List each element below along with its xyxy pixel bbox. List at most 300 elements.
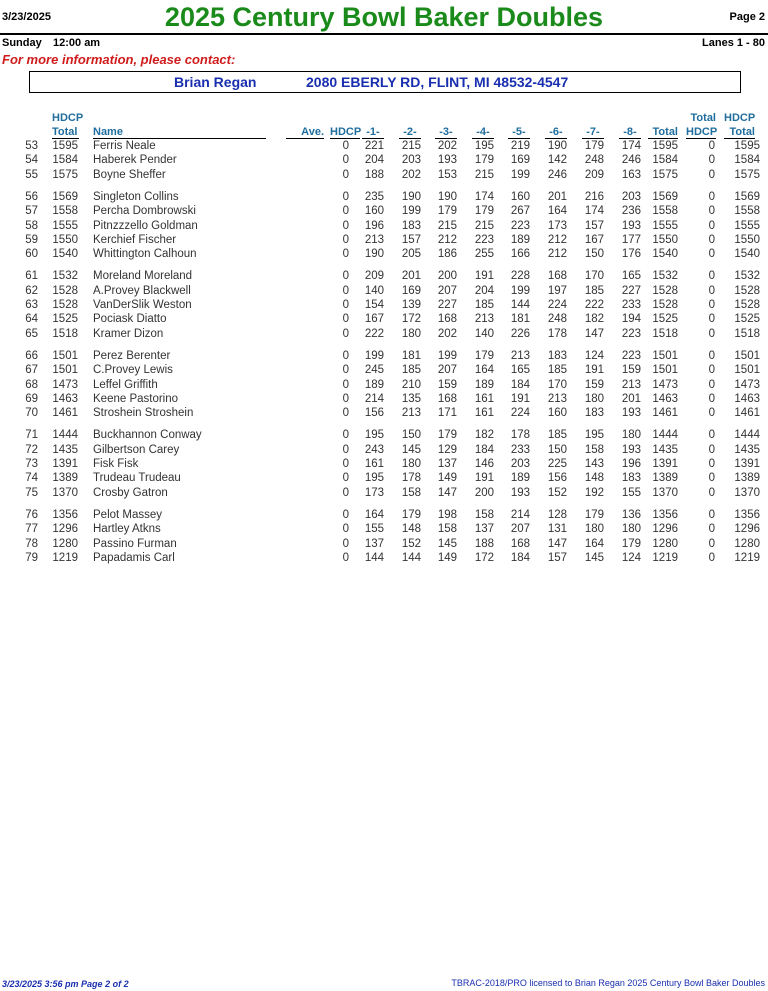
table-row	[0, 407, 768, 421]
hdcp-total-cell: 1555	[52, 219, 78, 232]
game-7-cell: 143	[584, 458, 604, 470]
game-2-cell: 158	[401, 486, 421, 499]
col-hdcp-top: HDCP	[52, 112, 84, 124]
game-6-cell: 213	[547, 392, 567, 405]
game-2-cell: 172	[401, 313, 421, 326]
game-6-cell: 197	[547, 284, 567, 297]
game-3-cell: 149	[437, 472, 457, 485]
hdcp-cell: 0	[342, 313, 349, 326]
total-cell: 1525	[652, 313, 678, 326]
game-6-cell: 185	[547, 364, 567, 377]
game-6-cell: 225	[547, 458, 567, 470]
game-1-cell: 222	[364, 327, 384, 340]
position-cell: 63	[25, 299, 38, 311]
hdcp-cell: 0	[342, 443, 349, 456]
position-cell: 62	[25, 284, 38, 297]
final-total-cell: 1528	[734, 284, 760, 297]
total-cell: 1540	[652, 248, 678, 261]
total-hdcp-cell: 0	[708, 299, 715, 311]
game-8-cell: 196	[621, 458, 641, 470]
total-hdcp-cell: 0	[708, 205, 715, 218]
game-5-cell: 213	[510, 349, 530, 362]
game-5-cell: 207	[510, 523, 530, 536]
final-total-cell: 1584	[734, 154, 760, 167]
game-1-cell: 221	[364, 140, 384, 152]
game-8-cell: 236	[621, 205, 641, 218]
game-3-cell: 168	[437, 392, 457, 405]
game-2-cell: 183	[401, 219, 421, 232]
col-hdcp-total: Total	[52, 126, 78, 138]
table-row	[0, 140, 768, 154]
game-3-cell: 193	[437, 154, 457, 167]
total-cell: 1461	[652, 407, 678, 420]
hdcp-total-cell: 1518	[52, 327, 78, 340]
game-8-cell: 155	[621, 486, 641, 499]
game-2-cell: 202	[401, 168, 421, 181]
game-5-cell: 199	[510, 284, 530, 297]
bowler-name-cell: Leffel Griffith	[93, 378, 158, 391]
total-hdcp-cell: 0	[708, 313, 715, 326]
game-5-cell: 233	[510, 443, 530, 456]
hdcp-total-cell: 1532	[52, 270, 78, 283]
table-row	[0, 509, 768, 523]
total-hdcp-cell: 0	[708, 551, 715, 564]
total-cell: 1444	[652, 429, 678, 442]
game-6-cell: 131	[547, 523, 567, 536]
game-5-cell: 267	[510, 205, 530, 218]
position-cell: 59	[25, 233, 38, 246]
game-5-cell: 189	[510, 233, 530, 246]
bowler-name-cell: C.Provey Lewis	[93, 364, 173, 377]
hdcp-total-cell: 1528	[52, 299, 78, 311]
game-5-cell: 219	[510, 140, 530, 152]
bowler-name-cell: Fisk Fisk	[93, 458, 139, 470]
bowler-name-cell: Ferris Neale	[93, 140, 156, 152]
game-8-cell: 180	[621, 523, 641, 536]
bowler-name-cell: Pelot Massey	[93, 508, 163, 521]
hdcp-total-cell: 1528	[52, 284, 78, 297]
total-cell: 1391	[652, 458, 678, 470]
total-cell: 1501	[652, 349, 678, 362]
game-2-cell: 148	[401, 523, 421, 536]
game-7-cell: 185	[584, 284, 604, 297]
game-5-cell: 203	[510, 458, 530, 470]
event-time: 12:00 am	[53, 37, 101, 49]
game-5-cell: 223	[510, 219, 530, 232]
total-cell: 1463	[652, 392, 678, 405]
final-total-cell: 1569	[734, 190, 760, 203]
total-cell: 1219	[652, 551, 678, 564]
total-cell: 1550	[652, 233, 678, 246]
position-cell: 76	[25, 508, 38, 521]
game-7-cell: 180	[584, 523, 604, 536]
total-hdcp-cell: 0	[708, 378, 715, 391]
game-2-cell: 185	[401, 364, 421, 377]
game-4-cell: 179	[474, 154, 494, 167]
report-title: 2025 Century Bowl Baker Doubles	[164, 2, 604, 32]
col-game-1: -1-	[362, 126, 384, 139]
total-hdcp-cell: 0	[708, 429, 715, 442]
game-4-cell: 185	[474, 299, 494, 311]
game-6-cell: 164	[547, 205, 567, 218]
hdcp-cell: 0	[342, 233, 349, 246]
table-row	[0, 393, 768, 407]
total-hdcp-cell: 0	[708, 327, 715, 340]
game-1-cell: 155	[364, 523, 384, 536]
game-4-cell: 174	[474, 190, 494, 203]
hdcp-total-cell: 1595	[52, 140, 78, 152]
position-cell: 61	[25, 270, 38, 283]
hdcp-total-cell: 1501	[52, 364, 78, 377]
game-7-cell: 164	[584, 537, 604, 550]
game-3-cell: 227	[437, 299, 457, 311]
bowler-name-cell: Crosby Gatron	[93, 486, 168, 499]
game-1-cell: 188	[364, 168, 384, 181]
final-total-cell: 1356	[734, 508, 760, 521]
game-5-cell: 228	[510, 270, 530, 283]
game-1-cell: 190	[364, 248, 384, 261]
table-row	[0, 523, 768, 537]
game-8-cell: 183	[621, 472, 641, 485]
hdcp-total-cell: 1540	[52, 248, 78, 261]
final-total-cell: 1370	[734, 486, 760, 499]
game-5-cell: 178	[510, 429, 530, 442]
total-hdcp-cell: 0	[708, 270, 715, 283]
game-4-cell: 161	[474, 392, 494, 405]
game-4-cell: 179	[474, 349, 494, 362]
game-5-cell: 184	[510, 378, 530, 391]
game-4-cell: 191	[474, 472, 494, 485]
game-8-cell: 163	[621, 168, 641, 181]
total-cell: 1280	[652, 537, 678, 550]
total-hdcp-cell: 0	[708, 168, 715, 181]
game-4-cell: 200	[474, 486, 494, 499]
total-cell: 1528	[652, 299, 678, 311]
game-8-cell: 201	[621, 392, 641, 405]
game-8-cell: 194	[621, 313, 641, 326]
game-8-cell: 174	[621, 140, 641, 152]
col-total-hdcp: HDCP	[686, 126, 718, 138]
game-4-cell: 146	[474, 458, 494, 470]
position-cell: 75	[25, 486, 38, 499]
col-total: Total	[648, 126, 678, 139]
game-3-cell: 171	[437, 407, 457, 420]
col-game-3: -3-	[435, 126, 457, 139]
game-2-cell: 203	[401, 154, 421, 167]
table-row	[0, 444, 768, 458]
hdcp-cell: 0	[342, 219, 349, 232]
game-1-cell: 195	[364, 472, 384, 485]
game-2-cell: 150	[401, 429, 421, 442]
game-3-cell: 202	[437, 140, 457, 152]
total-hdcp-cell: 0	[708, 284, 715, 297]
footer-license: TBRAC-2018/PRO licensed to Brian Regan 2025 Century Bowl Baker Doubles	[451, 978, 765, 988]
game-8-cell: 179	[621, 537, 641, 550]
table-row	[0, 248, 768, 262]
hdcp-cell: 0	[342, 299, 349, 311]
hdcp-total-cell: 1461	[52, 407, 78, 420]
position-cell: 71	[25, 429, 38, 442]
game-6-cell: 147	[547, 537, 567, 550]
report-date: 3/23/2025	[2, 11, 51, 23]
total-hdcp-cell: 0	[708, 190, 715, 203]
game-1-cell: 195	[364, 429, 384, 442]
hdcp-total-cell: 1280	[52, 537, 78, 550]
hdcp-cell: 0	[342, 349, 349, 362]
game-6-cell: 128	[547, 508, 567, 521]
table-row	[0, 299, 768, 313]
total-hdcp-cell: 0	[708, 140, 715, 152]
col-name: Name	[93, 126, 266, 139]
game-8-cell: 165	[621, 270, 641, 283]
game-2-cell: 135	[401, 392, 421, 405]
game-2-cell: 205	[401, 248, 421, 261]
total-hdcp-cell: 0	[708, 219, 715, 232]
game-8-cell: 223	[621, 327, 641, 340]
game-1-cell: 243	[364, 443, 384, 456]
game-2-cell: 213	[401, 407, 421, 420]
total-hdcp-cell: 0	[708, 392, 715, 405]
hdcp-cell: 0	[342, 168, 349, 181]
hdcp-cell: 0	[342, 392, 349, 405]
game-7-cell: 192	[584, 486, 604, 499]
game-3-cell: 186	[437, 248, 457, 261]
game-6-cell: 157	[547, 551, 567, 564]
game-1-cell: 137	[364, 537, 384, 550]
game-8-cell: 193	[621, 407, 641, 420]
hdcp-total-cell: 1391	[52, 458, 78, 470]
game-7-cell: 182	[584, 313, 604, 326]
game-3-cell: 137	[437, 458, 457, 470]
hdcp-cell: 0	[342, 205, 349, 218]
position-cell: 65	[25, 327, 38, 340]
position-cell: 56	[25, 190, 38, 203]
position-cell: 55	[25, 168, 38, 181]
game-6-cell: 168	[547, 270, 567, 283]
table-row	[0, 458, 768, 472]
total-hdcp-cell: 0	[708, 349, 715, 362]
game-5-cell: 169	[510, 154, 530, 167]
game-4-cell: 184	[474, 443, 494, 456]
hdcp-cell: 0	[342, 248, 349, 261]
bowler-name-cell: Gilbertson Carey	[93, 443, 180, 456]
position-cell: 79	[25, 551, 38, 564]
hdcp-total-cell: 1356	[52, 508, 78, 521]
game-8-cell: 193	[621, 443, 641, 456]
total-hdcp-cell: 0	[708, 154, 715, 167]
game-4-cell: 161	[474, 407, 494, 420]
hdcp-cell: 0	[342, 284, 349, 297]
game-1-cell: 161	[364, 458, 384, 470]
contact-name: Brian Regan	[174, 74, 257, 90]
hdcp-total-cell: 1463	[52, 392, 78, 405]
hdcp-total-cell: 1525	[52, 313, 78, 326]
game-3-cell: 200	[437, 270, 457, 283]
game-5-cell: 191	[510, 392, 530, 405]
final-total-cell: 1525	[734, 313, 760, 326]
position-cell: 64	[25, 313, 38, 326]
game-5-cell: 199	[510, 168, 530, 181]
hdcp-cell: 0	[342, 551, 349, 564]
game-3-cell: 168	[437, 313, 457, 326]
hdcp-total-cell: 1501	[52, 349, 78, 362]
bowler-name-cell: Keene Pastorino	[93, 392, 179, 405]
hdcp-cell: 0	[342, 458, 349, 470]
final-total-cell: 1501	[734, 364, 760, 377]
game-4-cell: 191	[474, 270, 494, 283]
bowler-name-cell: VanDerSlik Weston	[93, 299, 192, 311]
bowler-name-cell: Papadamis Carl	[93, 551, 175, 564]
bowler-name-cell: Whittington Calhoun	[93, 248, 197, 261]
position-cell: 54	[25, 154, 38, 167]
game-3-cell: 198	[437, 508, 457, 521]
game-6-cell: 212	[547, 248, 567, 261]
game-7-cell: 180	[584, 392, 604, 405]
bowler-name-cell: Passino Furman	[93, 537, 177, 550]
game-4-cell: 215	[474, 168, 494, 181]
game-5-cell: 224	[510, 407, 530, 420]
game-7-cell: 183	[584, 407, 604, 420]
total-cell: 1569	[652, 190, 678, 203]
game-4-cell: 213	[474, 313, 494, 326]
total-cell: 1575	[652, 168, 678, 181]
game-2-cell: 180	[401, 327, 421, 340]
table-row	[0, 552, 768, 566]
game-7-cell: 248	[584, 154, 604, 167]
hdcp-cell: 0	[342, 327, 349, 340]
game-4-cell: 223	[474, 233, 494, 246]
game-1-cell: 160	[364, 205, 384, 218]
game-6-cell: 152	[547, 486, 567, 499]
footer-timestamp: 3/23/2025 3:56 pm Page 2 of 2	[2, 979, 129, 989]
game-6-cell: 160	[547, 407, 567, 420]
hdcp-total-cell: 1296	[52, 523, 78, 536]
game-3-cell: 179	[437, 429, 457, 442]
total-hdcp-cell: 0	[708, 537, 715, 550]
game-5-cell: 168	[510, 537, 530, 550]
game-7-cell: 159	[584, 378, 604, 391]
game-4-cell: 255	[474, 248, 494, 261]
final-total-cell: 1473	[734, 378, 760, 391]
game-6-cell: 190	[547, 140, 567, 152]
game-1-cell: 245	[364, 364, 384, 377]
game-3-cell: 147	[437, 486, 457, 499]
game-7-cell: 158	[584, 443, 604, 456]
total-cell: 1518	[652, 327, 678, 340]
game-2-cell: 139	[401, 299, 421, 311]
bowler-name-cell: Haberek Pender	[93, 154, 177, 167]
game-6-cell: 224	[547, 299, 567, 311]
game-6-cell: 201	[547, 190, 567, 203]
game-4-cell: 215	[474, 219, 494, 232]
game-7-cell: 179	[584, 140, 604, 152]
col-final-top: HDCP	[724, 112, 756, 124]
game-4-cell: 158	[474, 508, 494, 521]
table-row	[0, 191, 768, 205]
bowler-name-cell: Percha Dombrowski	[93, 205, 196, 218]
hdcp-cell: 0	[342, 537, 349, 550]
total-hdcp-cell: 0	[708, 233, 715, 246]
final-total-cell: 1296	[734, 523, 760, 536]
bowler-name-cell: Hartley Atkns	[93, 523, 161, 536]
hdcp-total-cell: 1219	[52, 551, 78, 564]
game-2-cell: 144	[401, 551, 421, 564]
game-8-cell: 223	[621, 349, 641, 362]
hdcp-total-cell: 1473	[52, 378, 78, 391]
game-3-cell: 207	[437, 284, 457, 297]
final-total-cell: 1219	[734, 551, 760, 564]
table-row	[0, 364, 768, 378]
game-8-cell: 176	[621, 248, 641, 261]
game-6-cell: 248	[547, 313, 567, 326]
game-8-cell: 124	[621, 551, 641, 564]
total-cell: 1595	[652, 140, 678, 152]
game-4-cell: 182	[474, 429, 494, 442]
final-total-cell: 1461	[734, 407, 760, 420]
final-total-cell: 1444	[734, 429, 760, 442]
page-number: Page 2	[729, 11, 765, 23]
game-2-cell: 201	[401, 270, 421, 283]
game-1-cell: 164	[364, 508, 384, 521]
table-row	[0, 154, 768, 168]
final-total-cell: 1518	[734, 327, 760, 340]
hdcp-cell: 0	[342, 140, 349, 152]
table-row	[0, 220, 768, 234]
position-cell: 68	[25, 378, 38, 391]
game-1-cell: 167	[364, 313, 384, 326]
hdcp-total-cell: 1389	[52, 472, 78, 485]
game-1-cell: 214	[364, 392, 384, 405]
game-3-cell: 179	[437, 205, 457, 218]
position-cell: 77	[25, 523, 38, 536]
bowler-name-cell: Perez Berenter	[93, 349, 171, 362]
hdcp-cell: 0	[342, 270, 349, 283]
hdcp-total-cell: 1370	[52, 486, 78, 499]
game-8-cell: 213	[621, 378, 641, 391]
position-cell: 69	[25, 392, 38, 405]
game-1-cell: 235	[364, 190, 384, 203]
hdcp-cell: 0	[342, 364, 349, 377]
table-row	[0, 472, 768, 486]
hdcp-total-cell: 1569	[52, 190, 78, 203]
table-row	[0, 487, 768, 501]
hdcp-cell: 0	[342, 472, 349, 485]
total-hdcp-cell: 0	[708, 443, 715, 456]
game-3-cell: 149	[437, 551, 457, 564]
hdcp-cell: 0	[342, 378, 349, 391]
table-row	[0, 538, 768, 552]
game-2-cell: 179	[401, 508, 421, 521]
game-6-cell: 142	[547, 154, 567, 167]
total-hdcp-cell: 0	[708, 248, 715, 261]
game-1-cell: 140	[364, 284, 384, 297]
hdcp-total-cell: 1435	[52, 443, 78, 456]
bowler-name-cell: Moreland Moreland	[93, 270, 193, 283]
total-cell: 1528	[652, 284, 678, 297]
game-1-cell: 199	[364, 349, 384, 362]
game-5-cell: 189	[510, 472, 530, 485]
game-4-cell: 137	[474, 523, 494, 536]
game-8-cell: 180	[621, 429, 641, 442]
table-row	[0, 379, 768, 393]
hdcp-cell: 0	[342, 429, 349, 442]
game-3-cell: 153	[437, 168, 457, 181]
col-total-hdcp-top: Total	[690, 112, 716, 124]
col-final-total: Total	[724, 126, 755, 139]
game-4-cell: 164	[474, 364, 494, 377]
game-3-cell: 212	[437, 233, 457, 246]
final-total-cell: 1501	[734, 349, 760, 362]
